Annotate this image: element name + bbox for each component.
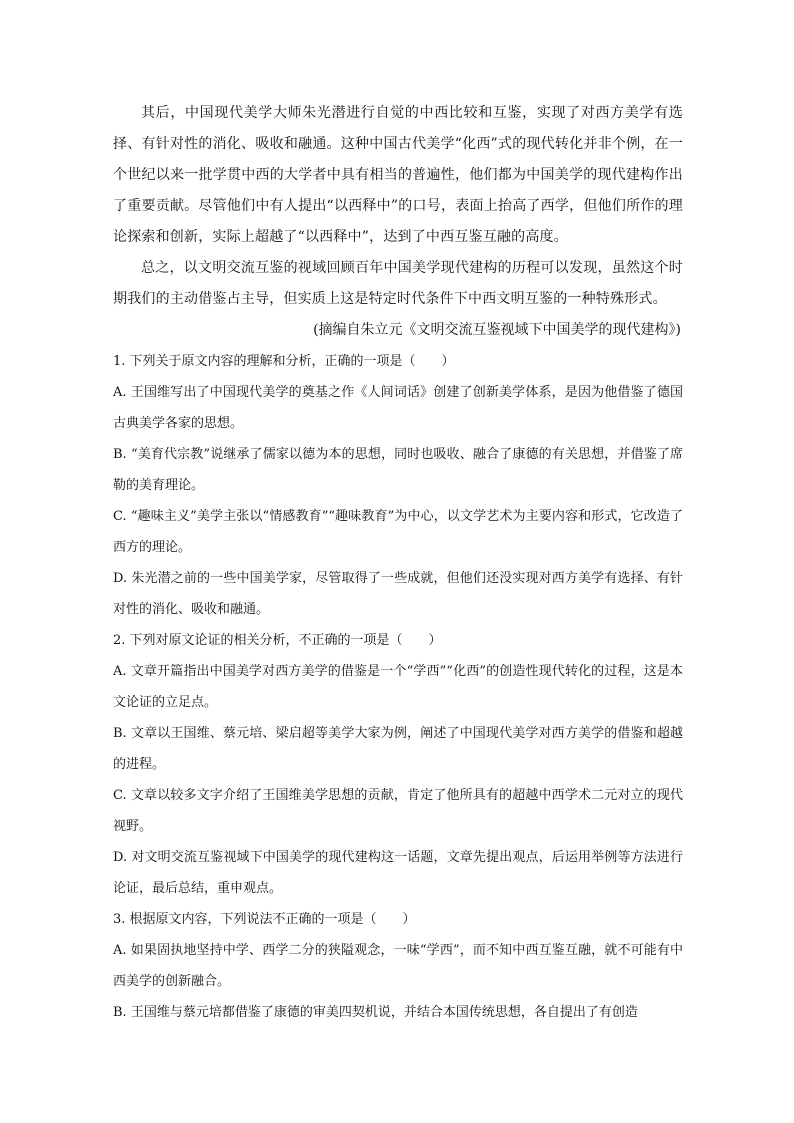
question-stem: 1. 下列关于原文内容的理解和分析，正确的一项是（ ） bbox=[113, 354, 455, 369]
option-d: D. 对文明交流互鉴视域下中国美学的现代建构这一话题，文章先提出观点，后运用举例等方法进行论证，最后总结，重申观点。 bbox=[113, 850, 683, 896]
question-stem: 3. 根据原文内容，下列说法不正确的一项是（ ） bbox=[113, 912, 416, 927]
question-3 bbox=[113, 904, 683, 1028]
option-c: C. 文章以较多文字介绍了王国维美学思想的贡献，肯定了他所具有的超越中西学术二元对立的现代视野。 bbox=[113, 788, 683, 834]
exam-page bbox=[113, 98, 683, 1028]
option-d: D. 朱光潜之前的一些中国美学家，尽管取得了一些成就，但他们还没实现对西方美学有选择、有针对性的消化、吸收和融通。 bbox=[113, 571, 683, 617]
question-1 bbox=[113, 346, 683, 625]
question-stem: 2. 下列对原文论证的相关分析，不正确的一项是（ ） bbox=[113, 633, 442, 648]
article-paragraph-1: 其后，中国现代美学大师朱光潜进行自觉的中西比较和互鉴，实现了对西方美学有选择、有针对性的消化、吸收和融通。这种中国古代美学“化西”式的现代转化并非个例，在一个世纪以来一批学贯中西的大学者中具有相当的普遍性，他们都为中国美学的现代建构作出了重要贡献。尽管他们中有人提出“以西释中”的口号，表面上抬高了西学，但他们所作的理论探索和创新，实际上超越了“以西释中”，达到了中西互鉴互融的高度。 bbox=[113, 105, 683, 245]
question-2 bbox=[113, 625, 683, 904]
option-c: C. “趣味主义”美学主张以“情感教育”“趣味教育”为中心，以文学艺术为主要内容和形式，它改造了西方的理论。 bbox=[113, 509, 683, 555]
article-source: (摘编自朱立元《文明交流互鉴视域下中国美学的现代建构》) bbox=[313, 322, 681, 338]
option-a: A. 王国维写出了中国现代美学的奠基之作《人间词话》创建了创新美学体系，是因为他借鉴了德国古典美学各家的思想。 bbox=[113, 385, 683, 431]
option-b: B. 文章以王国维、蔡元培、梁启超等美学大家为例，阐述了中国现代美学对西方美学的借鉴和超越的进程。 bbox=[113, 726, 683, 772]
option-b: B. “美育代宗教”说继承了儒家以德为本的思想，同时也吸收、融合了康德的有关思想，并借鉴了席勒的美育理论。 bbox=[113, 447, 683, 493]
article-paragraph-2: 总之，以文明交流互鉴的视域回顾百年中国美学现代建构的历程可以发现，虽然这个时期我们的主动借鉴占主导，但实质上这是特定时代条件下中西文明互鉴的一种特殊形式。 bbox=[113, 260, 683, 307]
option-b: B. 王国维与蔡元培都借鉴了康德的审美四契机说，并结合本国传统思想，各自提出了有创造 bbox=[113, 1005, 638, 1020]
option-a: A. 文章开篇指出中国美学对西方美学的借鉴是一个“学西”“化西”的创造性现代转化的过程，这是本文论证的立足点。 bbox=[113, 664, 683, 710]
option-a: A. 如果固执地坚持中学、西学二分的狭隘观念，一味“学西”，而不知中西互鉴互融，就不可能有中西美学的创新融合。 bbox=[113, 943, 683, 989]
